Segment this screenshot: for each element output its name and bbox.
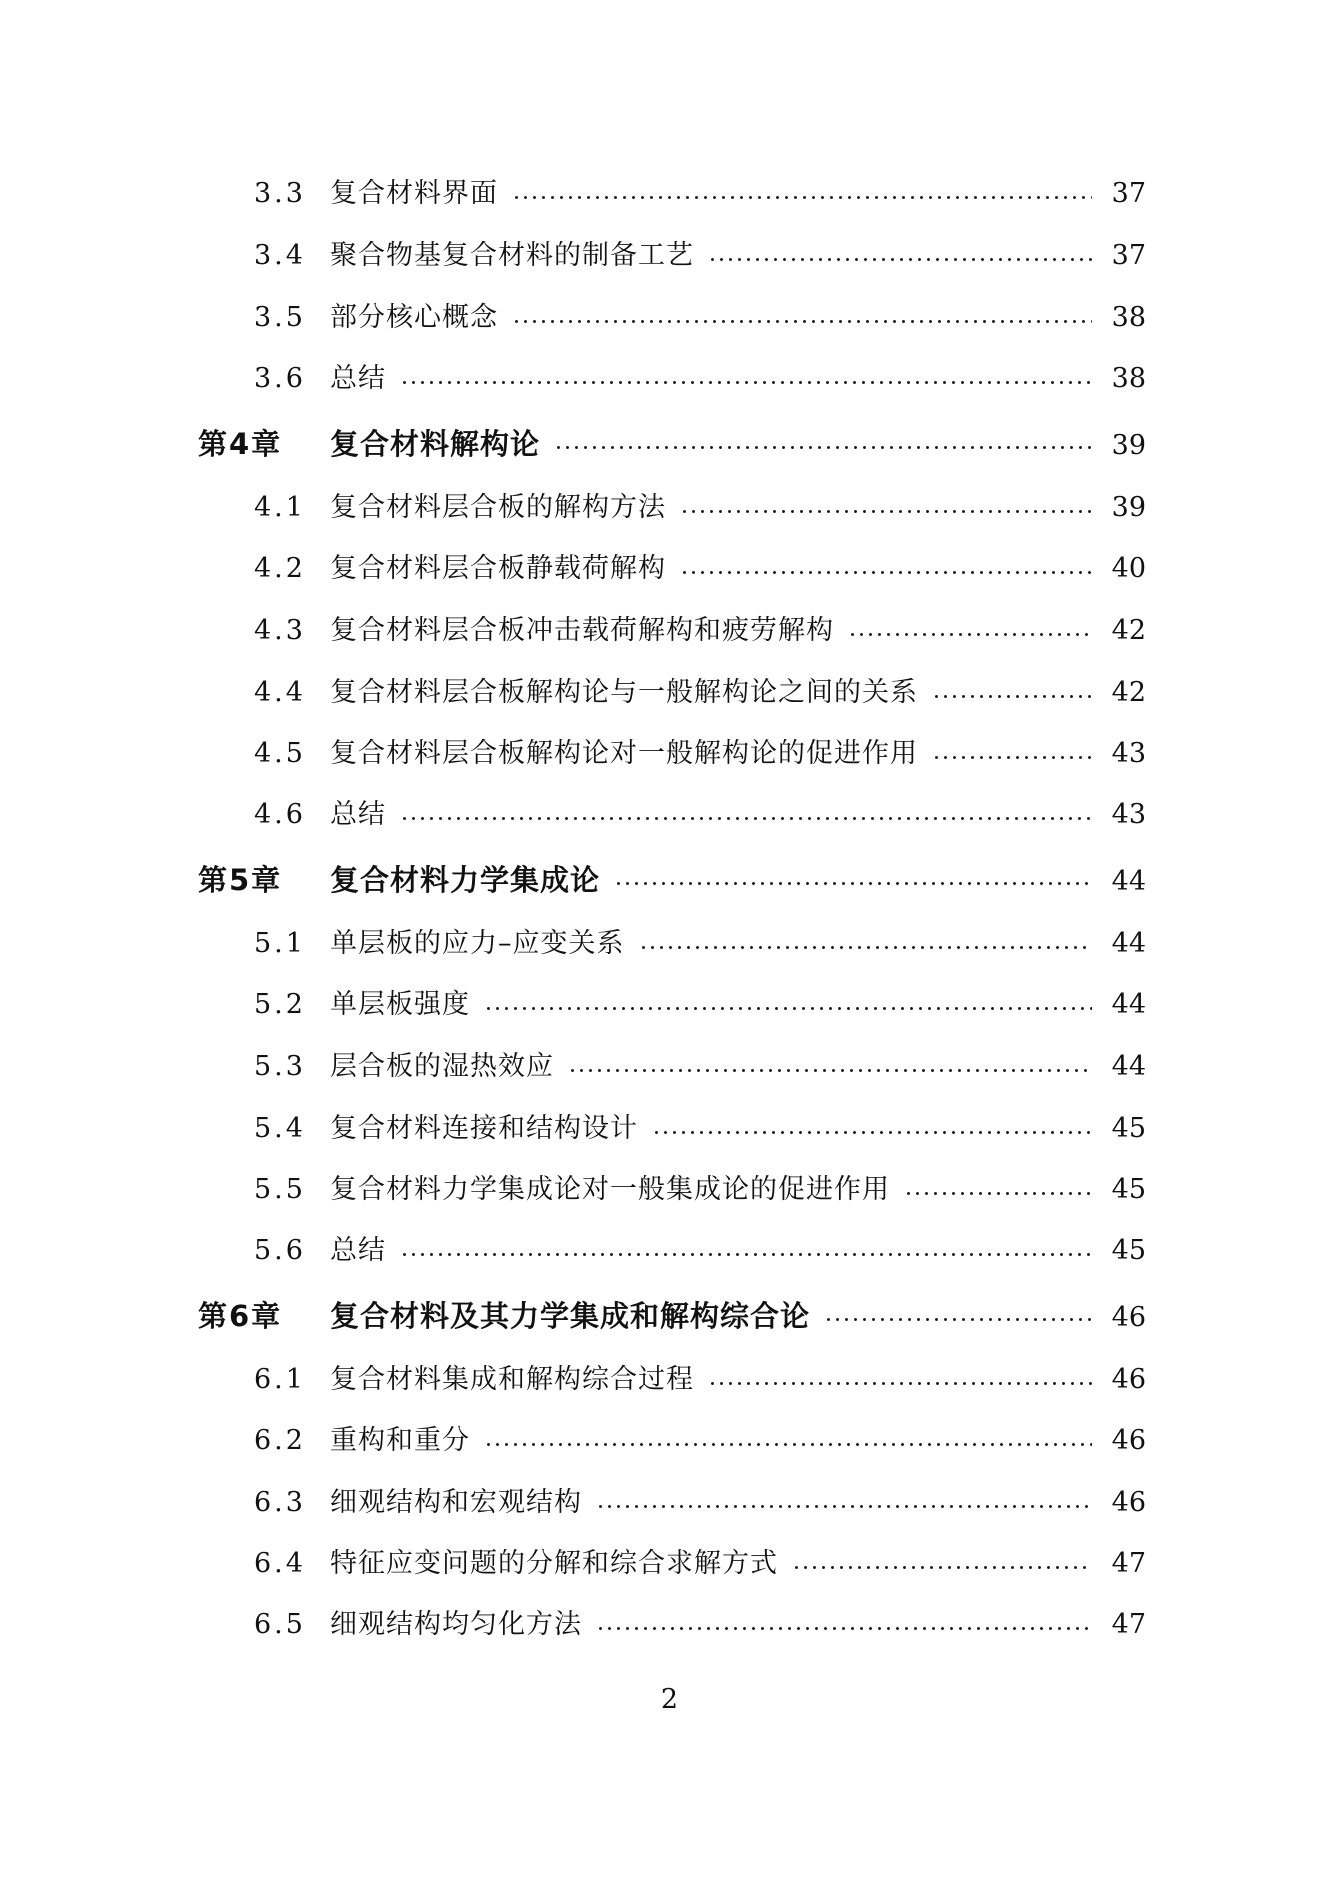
entry-title: 细观结构均匀化方法 [330, 1609, 582, 1640]
page-ref: 44 [1111, 928, 1146, 959]
toc-entry[interactable] [0, 1417, 1339, 1465]
section-number: 4.1 [254, 492, 306, 523]
title-with-leader [330, 1109, 1106, 1149]
section-number: 3.5 [254, 302, 306, 333]
dot-leader [680, 488, 1092, 528]
toc-entry[interactable] [0, 232, 1339, 280]
title-with-leader [330, 985, 1106, 1025]
section-number: 6.1 [254, 1364, 306, 1395]
title-with-leader [330, 1047, 1106, 1087]
page-ref: 47 [1111, 1609, 1146, 1640]
entry-title: 复合材料层合板静载荷解构 [330, 553, 666, 584]
page-ref: 38 [1111, 363, 1146, 394]
dot-leader [614, 860, 1092, 900]
title-with-leader [330, 1421, 1106, 1461]
entry-title: 总结 [330, 1235, 386, 1266]
page-ref: 45 [1111, 1113, 1146, 1144]
toc-entry[interactable] [0, 981, 1339, 1029]
dot-leader [904, 1170, 1092, 1210]
section-number: 6.2 [254, 1425, 306, 1456]
dot-leader [932, 734, 1092, 774]
title-with-leader [330, 174, 1106, 214]
dot-leader [708, 1360, 1092, 1400]
section-number: 5.5 [254, 1174, 306, 1205]
toc-entry[interactable] [0, 1601, 1339, 1649]
title-with-leader [330, 1296, 1106, 1336]
section-number: 4.4 [254, 677, 306, 708]
toc-entry[interactable] [0, 294, 1339, 342]
toc-entry[interactable] [0, 1356, 1339, 1404]
page-ref: 44 [1111, 989, 1146, 1020]
title-with-leader [330, 924, 1106, 964]
page-number: 2 [660, 1684, 679, 1715]
chapter-title: 复合材料解构论 [330, 427, 541, 461]
title-with-leader [330, 1360, 1106, 1400]
dot-leader [792, 1544, 1092, 1584]
entry-title: 复合材料层合板解构论与一般解构论之间的关系 [330, 677, 918, 708]
dot-leader [400, 795, 1092, 835]
entry-title: 特征应变问题的分解和综合求解方式 [330, 1548, 778, 1579]
dot-leader [400, 359, 1092, 399]
chapter-number: 第4章 [198, 427, 283, 461]
dot-leader [484, 1421, 1092, 1461]
page-ref: 39 [1111, 492, 1146, 523]
section-number: 5.3 [254, 1051, 306, 1082]
toc-entry[interactable] [0, 484, 1339, 532]
dot-leader [568, 1047, 1092, 1087]
toc-chapter-entry[interactable] [0, 1292, 1339, 1340]
toc-chapter-entry[interactable] [0, 856, 1339, 904]
page-ref: 47 [1111, 1548, 1146, 1579]
page-ref: 37 [1111, 240, 1146, 271]
dot-leader [400, 1231, 1092, 1271]
entry-title: 部分核心概念 [330, 302, 498, 333]
entry-title: 复合材料连接和结构设计 [330, 1113, 638, 1144]
page-ref: 42 [1111, 677, 1146, 708]
dot-leader [848, 611, 1092, 651]
entry-title: 重构和重分 [330, 1425, 470, 1456]
title-with-leader [330, 298, 1106, 338]
section-number: 5.4 [254, 1113, 306, 1144]
entry-title: 复合材料层合板解构论对一般解构论的促进作用 [330, 738, 918, 769]
dot-leader [708, 236, 1092, 276]
title-with-leader [330, 549, 1106, 589]
page-ref: 44 [1111, 866, 1146, 897]
chapter-title: 复合材料力学集成论 [330, 863, 601, 897]
toc-entry[interactable] [0, 1540, 1339, 1588]
toc-entry[interactable] [0, 791, 1339, 839]
toc-entry[interactable] [0, 1479, 1339, 1527]
entry-title: 单层板的应力–应变关系 [330, 928, 625, 959]
toc-entry[interactable] [0, 545, 1339, 593]
dot-leader [824, 1296, 1092, 1336]
page-ref: 43 [1111, 799, 1146, 830]
dot-leader [596, 1605, 1092, 1645]
toc-entry[interactable] [0, 669, 1339, 717]
entry-title: 复合材料集成和解构综合过程 [330, 1364, 694, 1395]
title-with-leader [330, 860, 1106, 900]
entry-title: 聚合物基复合材料的制备工艺 [330, 240, 694, 271]
section-number: 4.2 [254, 553, 306, 584]
page-ref: 40 [1111, 553, 1146, 584]
title-with-leader [330, 236, 1106, 276]
entry-title: 复合材料层合板的解构方法 [330, 492, 666, 523]
dot-leader [512, 298, 1092, 338]
dot-leader [639, 924, 1093, 964]
page-ref: 46 [1111, 1302, 1146, 1333]
entry-title: 总结 [330, 799, 386, 830]
entry-title: 层合板的湿热效应 [330, 1051, 554, 1082]
title-with-leader [330, 359, 1106, 399]
chapter-number: 第6章 [198, 1299, 283, 1333]
toc-entry[interactable] [0, 1105, 1339, 1153]
toc-chapter-entry[interactable] [0, 420, 1339, 468]
toc-entry[interactable] [0, 920, 1339, 968]
section-number: 5.6 [254, 1235, 306, 1266]
title-with-leader [330, 424, 1106, 464]
section-number: 6.3 [254, 1487, 306, 1518]
title-with-leader [330, 488, 1106, 528]
dot-leader [484, 985, 1092, 1025]
title-with-leader [330, 734, 1106, 774]
entry-title: 细观结构和宏观结构 [330, 1487, 582, 1518]
title-with-leader [330, 1483, 1106, 1523]
toc-entry[interactable] [0, 355, 1339, 403]
page-ref: 46 [1111, 1364, 1146, 1395]
page-ref: 37 [1111, 178, 1146, 209]
dot-leader [932, 673, 1092, 713]
entry-title: 单层板强度 [330, 989, 470, 1020]
toc-entry[interactable] [0, 607, 1339, 655]
title-with-leader [330, 673, 1106, 713]
entry-title: 总结 [330, 363, 386, 394]
dot-leader [680, 549, 1092, 589]
entry-title: 复合材料力学集成论对一般集成论的促进作用 [330, 1174, 890, 1205]
chapter-number: 第5章 [198, 863, 283, 897]
title-with-leader [330, 795, 1106, 835]
section-number: 6.4 [254, 1548, 306, 1579]
section-number: 4.6 [254, 799, 306, 830]
entry-title: 复合材料层合板冲击载荷解构和疲劳解构 [330, 615, 834, 646]
section-number: 4.5 [254, 738, 306, 769]
title-with-leader [330, 1231, 1106, 1271]
page-ref: 45 [1111, 1235, 1146, 1266]
toc-entry[interactable] [0, 1227, 1339, 1275]
dot-leader [512, 174, 1092, 214]
toc-entry[interactable] [0, 1166, 1339, 1214]
dot-leader [596, 1483, 1092, 1523]
title-with-leader [330, 1170, 1106, 1210]
page-ref: 44 [1111, 1051, 1146, 1082]
section-number: 5.1 [254, 928, 306, 959]
chapter-title: 复合材料及其力学集成和解构综合论 [330, 1299, 811, 1333]
section-number: 3.4 [254, 240, 306, 271]
section-number: 4.3 [254, 615, 306, 646]
section-number: 3.6 [254, 363, 306, 394]
toc-entry[interactable] [0, 170, 1339, 218]
page-ref: 45 [1111, 1174, 1146, 1205]
dot-leader [652, 1109, 1092, 1149]
page-ref: 46 [1111, 1425, 1146, 1456]
page-ref: 38 [1111, 302, 1146, 333]
dot-leader [554, 424, 1092, 464]
page-ref: 42 [1111, 615, 1146, 646]
title-with-leader [330, 1605, 1106, 1645]
toc-entry[interactable] [0, 1043, 1339, 1091]
page-ref: 46 [1111, 1487, 1146, 1518]
section-number: 6.5 [254, 1609, 306, 1640]
section-number: 5.2 [254, 989, 306, 1020]
title-with-leader [330, 1544, 1106, 1584]
page-ref: 43 [1111, 738, 1146, 769]
page-ref: 39 [1111, 430, 1146, 461]
entry-title: 复合材料界面 [330, 178, 498, 209]
section-number: 3.3 [254, 178, 306, 209]
title-with-leader [330, 611, 1106, 651]
toc-entry[interactable] [0, 730, 1339, 778]
